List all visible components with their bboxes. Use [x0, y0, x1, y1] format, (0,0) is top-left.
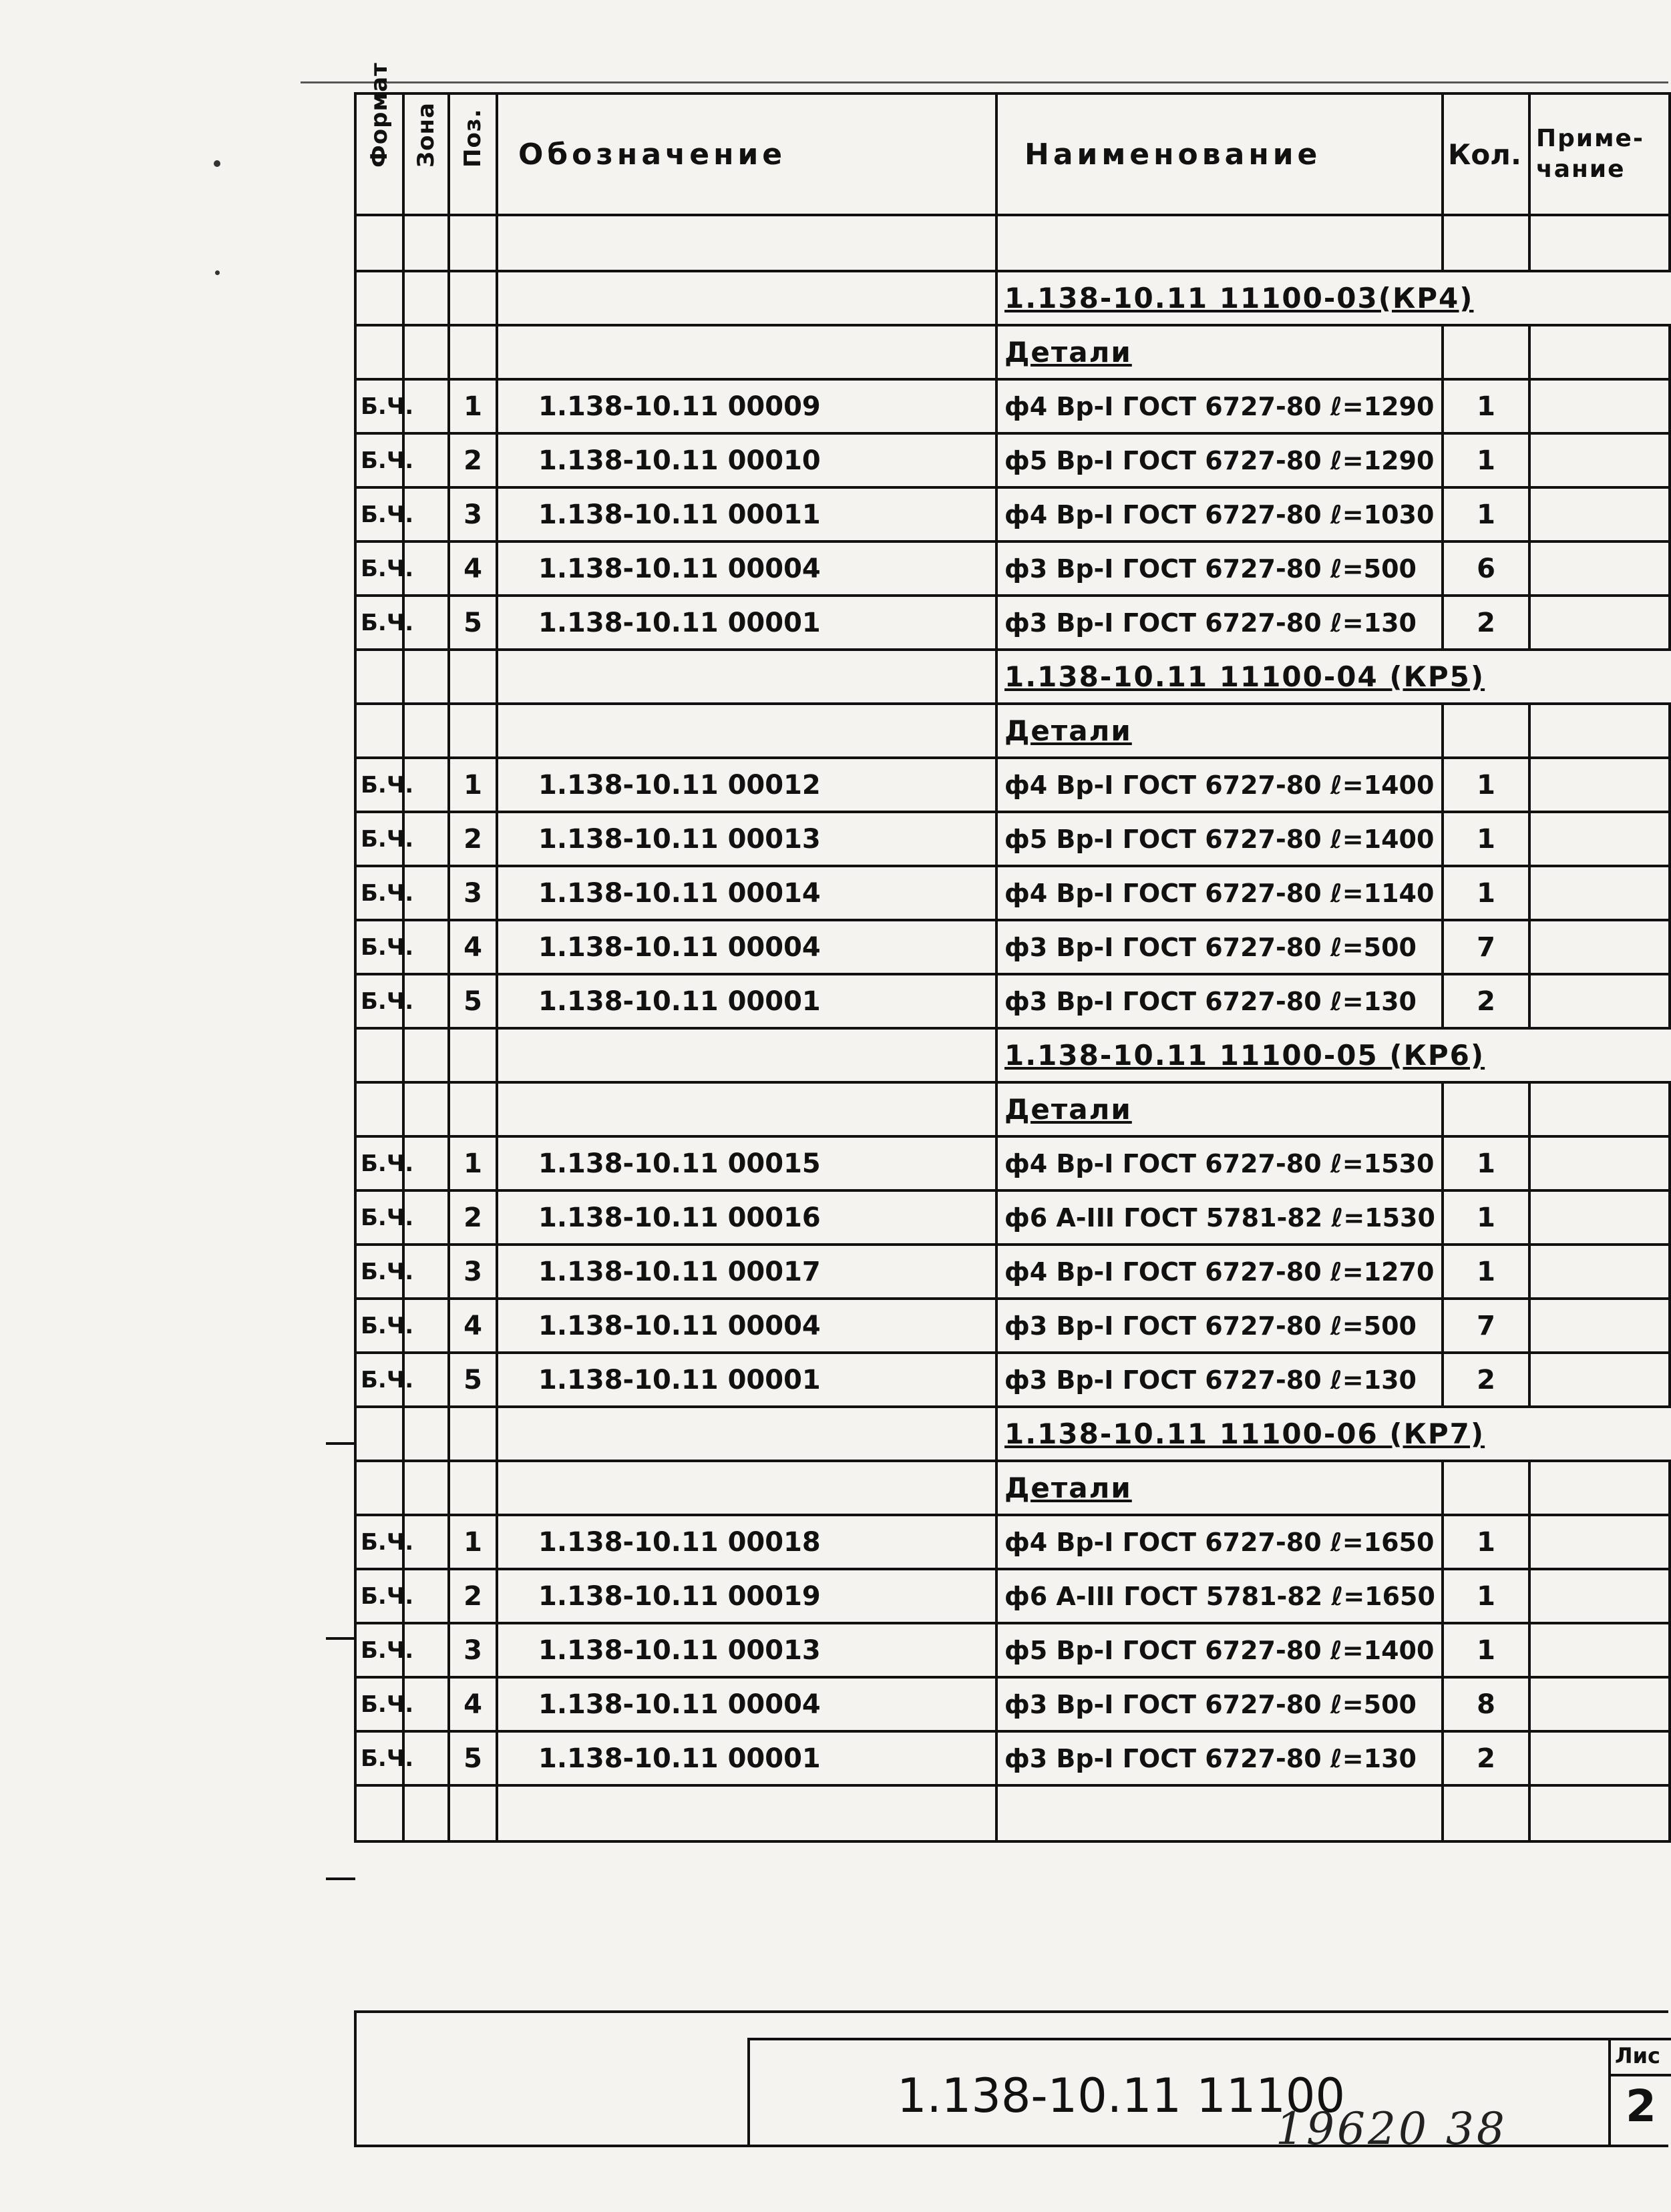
designation-cell: 1.138-10.11 00012	[497, 758, 996, 812]
designation-cell	[497, 325, 996, 379]
table-row	[355, 758, 1670, 812]
note-cell	[1529, 920, 1670, 974]
zone-cell	[403, 1082, 449, 1136]
qty-cell: 7	[1443, 1299, 1529, 1353]
pos-cell: 5	[449, 1731, 497, 1785]
qty-cell: 1	[1443, 1245, 1529, 1299]
table-row	[355, 812, 1670, 866]
qty-cell: 1	[1443, 1569, 1529, 1623]
name-cell: ф5 Вр-I ГОСТ 6727-80 ℓ=1290	[996, 433, 1443, 487]
pos-cell	[449, 1028, 497, 1082]
empty-cell	[497, 215, 996, 271]
header-designation: Обозначение	[497, 93, 996, 215]
qty-cell: 1	[1443, 1136, 1529, 1190]
note-cell	[1529, 704, 1670, 758]
pos-cell: 1	[449, 379, 497, 433]
group-title: 1.138-10.11 11100-03(КР4)	[996, 271, 1670, 325]
section-title: Детали	[996, 704, 1443, 758]
table-row	[355, 1299, 1670, 1353]
format-cell: Б.Ч.	[355, 920, 403, 974]
pos-cell: 3	[449, 1245, 497, 1299]
designation-cell: 1.138-10.11 00001	[497, 1731, 996, 1785]
pos-cell: 2	[449, 812, 497, 866]
table-row	[355, 1515, 1670, 1569]
sheet-number-cell	[1608, 2040, 1671, 2147]
note-cell	[1529, 1623, 1670, 1677]
empty-cell	[1529, 1785, 1670, 1841]
qty-cell: 1	[1443, 1623, 1529, 1677]
designation-cell: 1.138-10.11 00004	[497, 1677, 996, 1731]
name-cell: ф3 Вр-I ГОСТ 6727-80 ℓ=130	[996, 974, 1443, 1028]
format-cell: Б.Ч.	[355, 1190, 403, 1245]
note-cell	[1529, 1353, 1670, 1407]
table-row	[355, 866, 1670, 920]
margin-tick-mark	[326, 1637, 355, 1640]
note-cell	[1529, 1515, 1670, 1569]
zone-cell	[403, 271, 449, 325]
scan-speck	[215, 270, 220, 275]
designation-cell: 1.138-10.11 00017	[497, 1245, 996, 1299]
qty-cell: 1	[1443, 487, 1529, 541]
designation-cell	[497, 650, 996, 704]
designation-cell: 1.138-10.11 00001	[497, 596, 996, 650]
format-cell	[355, 325, 403, 379]
format-cell: Б.Ч.	[355, 1623, 403, 1677]
pos-cell: 3	[449, 1623, 497, 1677]
name-cell: ф4 Вр-I ГОСТ 6727-80 ℓ=1650	[996, 1515, 1443, 1569]
zone-cell	[403, 1407, 449, 1461]
name-cell: ф4 Вр-I ГОСТ 6727-80 ℓ=1140	[996, 866, 1443, 920]
document-code: 1.138-10.11 11100	[897, 2068, 1345, 2123]
designation-cell	[497, 1028, 996, 1082]
pos-cell: 5	[449, 596, 497, 650]
designation-cell: 1.138-10.11 00018	[497, 1515, 996, 1569]
margin-tick-mark	[326, 1442, 355, 1445]
note-cell	[1529, 596, 1670, 650]
empty-cell	[497, 1785, 996, 1841]
table-row	[355, 541, 1670, 596]
table-row	[355, 1677, 1670, 1731]
note-cell	[1529, 1299, 1670, 1353]
qty-cell: 1	[1443, 866, 1529, 920]
format-cell	[355, 650, 403, 704]
format-cell: Б.Ч.	[355, 1677, 403, 1731]
format-cell: Б.Ч.	[355, 812, 403, 866]
pos-cell: 4	[449, 541, 497, 596]
name-cell: ф5 Вр-I ГОСТ 6727-80 ℓ=1400	[996, 1623, 1443, 1677]
empty-cell	[1443, 215, 1529, 271]
qty-cell: 1	[1443, 812, 1529, 866]
qty-cell	[1443, 1082, 1529, 1136]
designation-cell: 1.138-10.11 00009	[497, 379, 996, 433]
pos-cell	[449, 325, 497, 379]
designation-cell: 1.138-10.11 00011	[497, 487, 996, 541]
qty-cell: 8	[1443, 1677, 1529, 1731]
designation-cell: 1.138-10.11 00015	[497, 1136, 996, 1190]
name-cell: ф5 Вр-I ГОСТ 6727-80 ℓ=1400	[996, 812, 1443, 866]
empty-cell	[449, 1785, 497, 1841]
name-cell: ф3 Вр-I ГОСТ 6727-80 ℓ=500	[996, 541, 1443, 596]
section-header-row	[355, 1082, 1670, 1136]
section-title: Детали	[996, 325, 1443, 379]
group-header-row	[355, 1407, 1670, 1461]
group-header-row	[355, 1028, 1670, 1082]
archive-number: 19620 38	[1276, 2103, 1507, 2155]
specification-table	[354, 62, 1671, 1843]
group-header-row	[355, 650, 1670, 704]
designation-cell: 1.138-10.11 00004	[497, 920, 996, 974]
name-cell: ф4 Вр-I ГОСТ 6727-80 ℓ=1290	[996, 379, 1443, 433]
qty-cell	[1443, 1461, 1529, 1515]
pos-cell: 5	[449, 974, 497, 1028]
blank-row	[355, 215, 1670, 271]
qty-cell: 1	[1443, 379, 1529, 433]
table-row	[355, 1623, 1670, 1677]
table-row	[355, 379, 1670, 433]
note-cell	[1529, 1461, 1670, 1515]
name-cell: ф4 Вр-I ГОСТ 6727-80 ℓ=1530	[996, 1136, 1443, 1190]
name-cell: ф4 Вр-I ГОСТ 6727-80 ℓ=1400	[996, 758, 1443, 812]
format-cell: Б.Ч.	[355, 866, 403, 920]
qty-cell: 2	[1443, 596, 1529, 650]
format-cell: Б.Ч.	[355, 1245, 403, 1299]
pos-cell: 2	[449, 1190, 497, 1245]
pos-cell: 4	[449, 1299, 497, 1353]
note-cell	[1529, 541, 1670, 596]
empty-cell	[355, 1785, 403, 1841]
note-cell	[1529, 1731, 1670, 1785]
designation-cell: 1.138-10.11 00001	[497, 1353, 996, 1407]
note-cell	[1529, 866, 1670, 920]
table-row	[355, 1731, 1670, 1785]
table-row	[355, 596, 1670, 650]
empty-cell	[355, 215, 403, 271]
format-cell: Б.Ч.	[355, 1731, 403, 1785]
qty-cell: 2	[1443, 1353, 1529, 1407]
zone-cell	[403, 650, 449, 704]
note-cell	[1529, 1082, 1670, 1136]
pos-cell	[449, 1407, 497, 1461]
sheet-cell-divider	[1611, 2074, 1671, 2076]
qty-cell: 2	[1443, 1731, 1529, 1785]
pos-cell: 1	[449, 1136, 497, 1190]
format-cell: Б.Ч.	[355, 758, 403, 812]
header-format: Формат	[355, 93, 403, 215]
pos-cell	[449, 650, 497, 704]
empty-cell	[1443, 1785, 1529, 1841]
empty-cell	[403, 215, 449, 271]
format-cell	[355, 271, 403, 325]
note-cell	[1529, 1677, 1670, 1731]
table-row	[355, 433, 1670, 487]
designation-cell	[497, 704, 996, 758]
pos-cell: 1	[449, 758, 497, 812]
empty-cell	[996, 1785, 1443, 1841]
note-cell	[1529, 812, 1670, 866]
table-row	[355, 487, 1670, 541]
designation-cell: 1.138-10.11 00019	[497, 1569, 996, 1623]
note-cell	[1529, 974, 1670, 1028]
pos-cell: 3	[449, 487, 497, 541]
designation-cell	[497, 1461, 996, 1515]
empty-cell	[1529, 215, 1670, 271]
section-header-row	[355, 704, 1670, 758]
header-name: Наименование	[996, 93, 1443, 215]
designation-cell: 1.138-10.11 00004	[497, 1299, 996, 1353]
table-header-row	[355, 93, 1670, 215]
format-cell: Б.Ч.	[355, 1299, 403, 1353]
title-block-stamp	[747, 2038, 1671, 2147]
table-row	[355, 1136, 1670, 1190]
table-row	[355, 1245, 1670, 1299]
name-cell: ф3 Вр-I ГОСТ 6727-80 ℓ=500	[996, 1677, 1443, 1731]
pos-cell: 4	[449, 920, 497, 974]
designation-cell: 1.138-10.11 00001	[497, 974, 996, 1028]
name-cell: ф3 Вр-I ГОСТ 6727-80 ℓ=130	[996, 596, 1443, 650]
format-cell: Б.Ч.	[355, 433, 403, 487]
qty-cell: 1	[1443, 433, 1529, 487]
designation-cell: 1.138-10.11 00013	[497, 1623, 996, 1677]
note-cell	[1529, 758, 1670, 812]
name-cell: ф6 А-III ГОСТ 5781-82 ℓ=1530	[996, 1190, 1443, 1245]
format-cell	[355, 1407, 403, 1461]
table-row	[355, 974, 1670, 1028]
name-cell: ф3 Вр-I ГОСТ 6727-80 ℓ=500	[996, 920, 1443, 974]
zone-cell	[403, 325, 449, 379]
designation-cell	[497, 1407, 996, 1461]
section-title: Детали	[996, 1461, 1443, 1515]
table-row	[355, 1569, 1670, 1623]
qty-cell: 6	[1443, 541, 1529, 596]
group-header-row	[355, 271, 1670, 325]
margin-tick-mark	[326, 1877, 355, 1880]
pos-cell	[449, 271, 497, 325]
pos-cell: 5	[449, 1353, 497, 1407]
group-title: 1.138-10.11 11100-04 (КР5)	[996, 650, 1670, 704]
format-cell: Б.Ч.	[355, 379, 403, 433]
header-pos: Поз.	[449, 93, 497, 215]
name-cell: ф4 Вр-I ГОСТ 6727-80 ℓ=1270	[996, 1245, 1443, 1299]
designation-cell	[497, 1082, 996, 1136]
qty-cell: 7	[1443, 920, 1529, 974]
qty-cell: 1	[1443, 1515, 1529, 1569]
pos-cell	[449, 1461, 497, 1515]
qty-cell	[1443, 325, 1529, 379]
format-cell	[355, 1082, 403, 1136]
table-row	[355, 1190, 1670, 1245]
designation-cell: 1.138-10.11 00016	[497, 1190, 996, 1245]
note-cell	[1529, 487, 1670, 541]
section-header-row	[355, 1461, 1670, 1515]
table-row	[355, 1353, 1670, 1407]
note-cell	[1529, 1136, 1670, 1190]
zone-cell	[403, 704, 449, 758]
format-cell: Б.Ч.	[355, 1353, 403, 1407]
note-cell	[1529, 1245, 1670, 1299]
note-cell	[1529, 1569, 1670, 1623]
note-cell	[1529, 379, 1670, 433]
table-row	[355, 920, 1670, 974]
note-cell	[1529, 1190, 1670, 1245]
scan-top-edge-line	[301, 81, 1668, 83]
format-cell: Б.Ч.	[355, 1136, 403, 1190]
format-cell	[355, 1028, 403, 1082]
name-cell: ф3 Вр-I ГОСТ 6727-80 ℓ=130	[996, 1353, 1443, 1407]
qty-cell: 1	[1443, 758, 1529, 812]
pos-cell: 2	[449, 433, 497, 487]
table-body	[355, 215, 1670, 1841]
name-cell: ф3 Вр-I ГОСТ 6727-80 ℓ=130	[996, 1731, 1443, 1785]
header-zone: Зона	[403, 93, 449, 215]
name-cell: ф3 Вр-I ГОСТ 6727-80 ℓ=500	[996, 1299, 1443, 1353]
format-cell: Б.Ч.	[355, 487, 403, 541]
format-cell: Б.Ч.	[355, 974, 403, 1028]
format-cell: Б.Ч.	[355, 1515, 403, 1569]
designation-cell: 1.138-10.11 00013	[497, 812, 996, 866]
designation-cell: 1.138-10.11 00004	[497, 541, 996, 596]
empty-cell	[403, 1785, 449, 1841]
zone-cell	[403, 1461, 449, 1515]
empty-cell	[996, 215, 1443, 271]
group-title: 1.138-10.11 11100-06 (КР7)	[996, 1407, 1670, 1461]
sheet-label: Лис	[1615, 2043, 1660, 2068]
section-header-row	[355, 325, 1670, 379]
format-cell: Б.Ч.	[355, 1569, 403, 1623]
header-note: Приме-чание	[1529, 93, 1670, 215]
note-cell	[1529, 433, 1670, 487]
section-title: Детали	[996, 1082, 1443, 1136]
sheet-number: 2	[1626, 2080, 1656, 2132]
pos-cell	[449, 704, 497, 758]
note-cell	[1529, 325, 1670, 379]
format-cell	[355, 704, 403, 758]
qty-cell: 2	[1443, 974, 1529, 1028]
pos-cell: 4	[449, 1677, 497, 1731]
blank-row	[355, 1785, 1670, 1841]
qty-cell	[1443, 704, 1529, 758]
scan-speck	[214, 160, 220, 167]
zone-cell	[403, 1028, 449, 1082]
pos-cell: 2	[449, 1569, 497, 1623]
format-cell: Б.Ч.	[355, 596, 403, 650]
format-cell	[355, 1461, 403, 1515]
empty-cell	[449, 215, 497, 271]
pos-cell: 3	[449, 866, 497, 920]
designation-cell: 1.138-10.11 00014	[497, 866, 996, 920]
name-cell: ф4 Вр-I ГОСТ 6727-80 ℓ=1030	[996, 487, 1443, 541]
pos-cell: 1	[449, 1515, 497, 1569]
pos-cell	[449, 1082, 497, 1136]
name-cell: ф6 А-III ГОСТ 5781-82 ℓ=1650	[996, 1569, 1443, 1623]
header-qty: Кол.	[1443, 93, 1529, 215]
format-cell: Б.Ч.	[355, 541, 403, 596]
designation-cell: 1.138-10.11 00010	[497, 433, 996, 487]
qty-cell: 1	[1443, 1190, 1529, 1245]
group-title: 1.138-10.11 11100-05 (КР6)	[996, 1028, 1670, 1082]
designation-cell	[497, 271, 996, 325]
